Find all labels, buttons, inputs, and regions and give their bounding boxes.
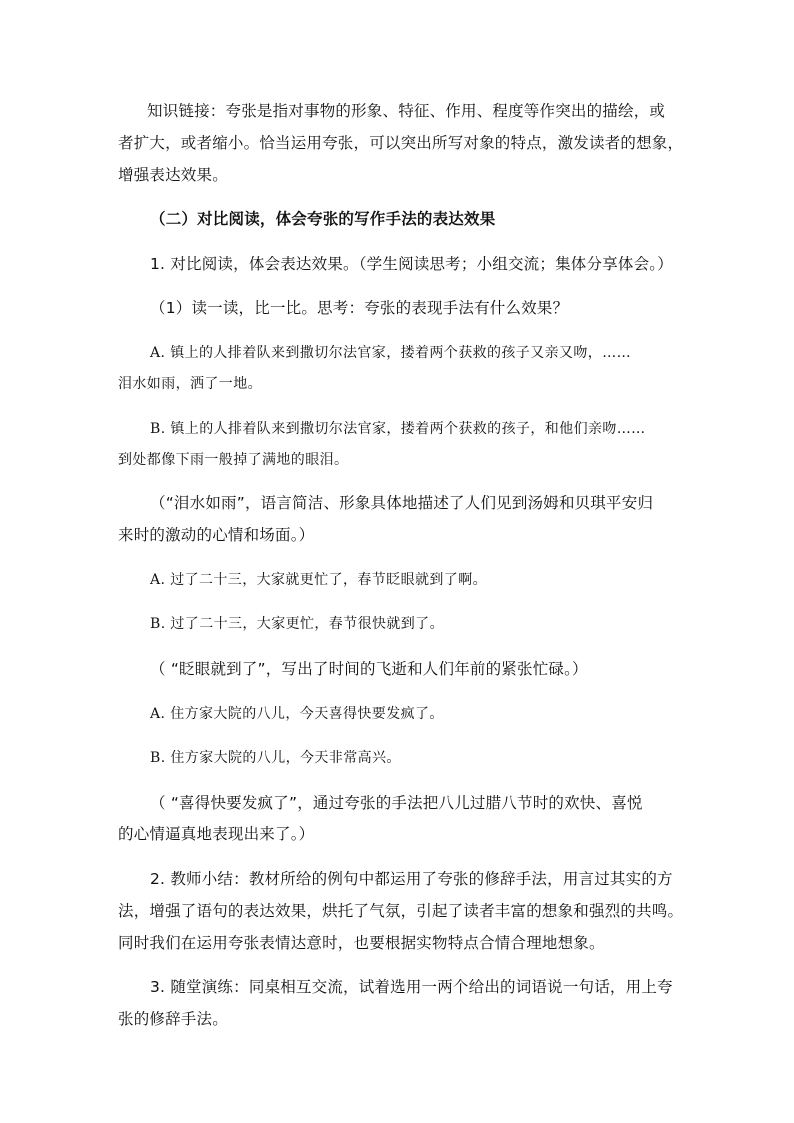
group-3-example-b: B. 住方家大院的八儿，今天非常高兴。 (150, 750, 401, 766)
group-3-example-a: A. 住方家大院的八儿，今天喜得快要发疯了。 (150, 706, 444, 722)
step-1-question: （1）读一读，比一比。思考：夸张的表现手法有什么效果？ (150, 299, 569, 317)
step-2-line-1: 2. 教师小结：教材所给的例句中都运用了夸张的修辞手法，用言过其实的方 (150, 870, 673, 888)
knowledge-link-line-2: 者扩大，或者缩小。恰当运用夸张，可以突出所写对象的特点，激发读者的想象， (118, 134, 684, 152)
group-1-example-a-line-1: A. 镇上的人排着队来到撒切尔法官家，搂着两个获救的孩子又亲又吻，…… (150, 345, 632, 361)
group-2-note: （ “眨眼就到了”，写出了时间的飞逝和人们年前的紧张忙碌。） (150, 660, 588, 678)
group-2-example-a: A. 过了二十三，大家就更忙了，春节眨眼就到了啊。 (150, 572, 488, 588)
group-3-note-line-2: 的心情逼真地表现出来了。） (118, 825, 315, 843)
step-1-title: 1. 对比阅读，体会表达效果。（学生阅读思考；小组交流；集体分享体会。） (150, 255, 673, 273)
knowledge-link-line-1: 知识链接：夸张是指对事物的形象、特征、作用、程度等作突出的描绘，或 (147, 102, 666, 120)
section-heading: （二）对比阅读，体会夸张的写作手法的表达效果 (150, 210, 496, 228)
step-2-line-3: 同时我们在运用夸张表情达意时，也要根据实物特点合情合理地想象。 (118, 934, 605, 952)
knowledge-link-line-3: 增强表达效果。 (118, 166, 228, 184)
group-1-example-a-line-2: 泪水如雨，洒了一地。 (118, 376, 262, 392)
group-1-note-line-2: 来时的激动的心情和场面。） (118, 526, 315, 544)
group-2-example-b: B. 过了二十三，大家更忙，春节很快就到了。 (150, 616, 444, 632)
group-3-note-line-1: （ “喜得快要发疯了”，通过夸张的手法把八儿过腊八节时的欢快、喜悦 (150, 794, 643, 812)
step-3-line-2: 张的修辞手法。 (118, 1010, 228, 1028)
group-1-note-line-1: （“泪水如雨”，语言简洁、形象具体地描述了人们见到汤姆和贝琪平安归 (150, 494, 654, 512)
step-3-line-1: 3. 随堂演练：同桌相互交流，试着选用一两个给出的词语说一句话，用上夸 (150, 978, 673, 996)
group-1-example-b-line-2: 到处都像下雨一般掉了满地的眼泪。 (118, 452, 349, 468)
step-2-line-2: 法，增强了语句的表达效果，烘托了气氛，引起了读者丰富的想象和强烈的共鸣。 (118, 902, 684, 920)
group-1-example-b-line-1: B. 镇上的人排着队来到撒切尔法官家，搂着两个获救的孩子，和他们亲吻…… (150, 421, 646, 437)
